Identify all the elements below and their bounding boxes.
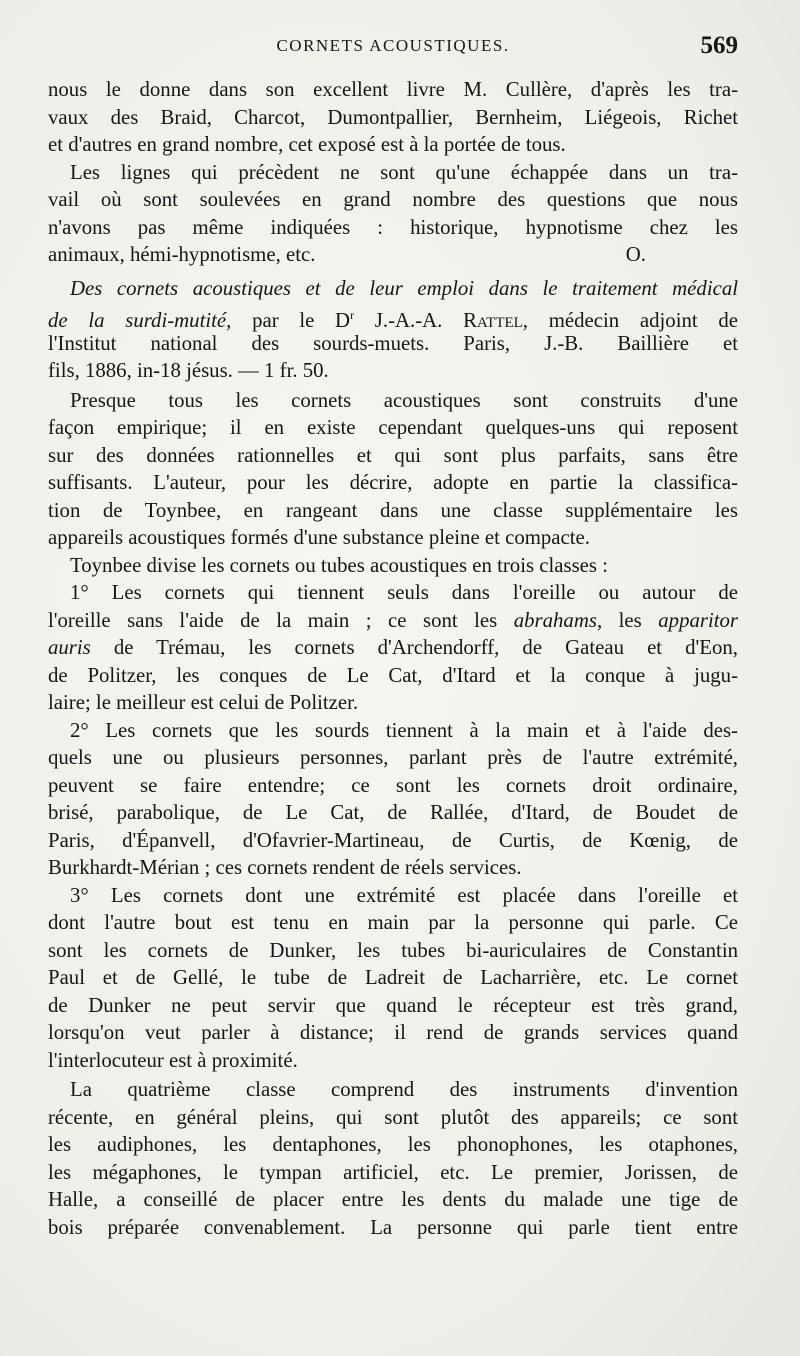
text-line: façon empirique; il en existe cependant quelques-uns qui reposent [48, 416, 738, 439]
text-line: dont l'autre bout est tenu en main par la personne qui parle. Ce [48, 911, 738, 934]
text-line: les audiphones, les dentaphones, les phonophones, les otaphones, [48, 1133, 738, 1156]
author-signature: O. [625, 243, 646, 266]
text-line-signed [48, 241, 738, 269]
text-line: sont les cornets de Dunker, les tubes bi-auriculaires de Constantin [48, 938, 738, 962]
text-line: La quatrième classe comprend des instruments d'invention [70, 1078, 738, 1101]
page-number: 569 [700, 32, 738, 59]
review-title-line: Des cornets acoustiques et de leur emploi dans le traitement médical [70, 276, 738, 300]
text-line: Les lignes qui précèdent ne sont qu'une échappée dans un tra- [70, 160, 738, 184]
text-line: peuvent se faire entendre; ce sont les cornets droit ordinaire, [48, 773, 738, 797]
paragraph-class-two [48, 717, 738, 882]
text-line: auris de Trémau, les cornets d'Archendorff, de Gateau et d'Eon, [48, 636, 738, 659]
text-line: suffisants. L'auteur, pour les décrire, adopte en partie la classifica- [48, 471, 738, 494]
text-line: fils, 1886, in-18 jésus. — 1 fr. 50. [48, 359, 329, 382]
text-line: laire; le meilleur est celui de Politzer. [48, 691, 359, 714]
text-line: de Politzer, les conques de Le Cat, d'Itard et la conque à jugu- [48, 663, 738, 687]
text-line-content: animaux, hémi-hypnotisme, etc. [48, 243, 316, 266]
text-line: 3° Les cornets dont une extrémité est placée dans l'oreille et [70, 883, 738, 907]
text-line: tion de Toynbee, en rangeant dans une classe supplémentaire les [48, 498, 738, 522]
page-body [48, 76, 738, 1241]
text-line: appareils acoustiques formés d'une substance pleine et compacte. [48, 526, 590, 549]
text-line: de Dunker ne peut servir que quand le récepteur est très grand, [48, 993, 738, 1017]
text-line: les mégaphones, le tympan artificiel, etc. Le premier, Jorissen, de [48, 1160, 738, 1184]
text-line: lorsqu'on veut parler à distance; il rend de grands services quand [48, 1021, 738, 1044]
text-line: Paul et de Gellé, le tube de Ladreit de Lacharrière, etc. Le cornet [48, 966, 738, 989]
text-line: l'Institut national des sourds-muets. Paris, J.-B. Baillière et [48, 331, 738, 355]
paragraph-introduction [48, 387, 738, 552]
text-line: l'interlocuteur est à proximité. [48, 1048, 298, 1072]
review-author: Rattel, [463, 308, 529, 332]
text-line: brisé, parabolique, de Le Cat, de Rallée, d'Itard, de Boudet de [48, 801, 738, 824]
text-line: Toynbee divise les cornets ou tubes acoustiques en trois classes : [70, 553, 608, 577]
text-line: l'oreille sans l'aide de la main ; ce sont les abrahams, les apparitor [48, 608, 739, 632]
text-line: récente, en général pleins, qui sont plutôt des appareils; ce sont [48, 1105, 738, 1129]
text-line: Halle, a conseillé de placer entre les dents du malade une tige de [48, 1188, 738, 1211]
text-line: bois préparée convenablement. La personne qui parle tient entre [48, 1215, 738, 1239]
text-line: 2° Les cornets que les sourds tiennent à la main et à l'aide des- [70, 718, 738, 742]
text-line: vaux des Braid, Charcot, Dumontpallier, Bernheim, Liégeois, Richet [48, 105, 738, 129]
paragraph-conclusion [48, 159, 738, 269]
running-title: CORNETS ACOUSTIQUES. [276, 36, 510, 55]
review-citation-line: de la surdi-mutité, par le $D^r$ J.-A.-A. Rattel, médecin adjoint de [48, 308, 738, 332]
page-header [48, 32, 738, 62]
paragraph-class-four [48, 1076, 738, 1241]
text-line: 1° Les cornets qui tiennent seuls dans l'oreille ou autour de [70, 581, 738, 604]
text-line: quels une ou plusieurs personnes, parlant près de l'autre extrémité, [48, 746, 738, 769]
paragraph-class-one [48, 579, 738, 717]
text-line: n'avons pas même indiquées : historique, hypnotisme chez les [48, 215, 738, 239]
text-line: Paris, d'Épanvell, d'Ofavrier-Martineau, de Curtis, de Kœnig, de [48, 828, 738, 852]
paragraph-class-three [48, 882, 738, 1075]
text-line: et d'autres en grand nombre, cet exposé est à la portée de tous. [48, 133, 566, 156]
text-line: Burkhardt-Mérian ; ces cornets rendent de réels services. [48, 856, 522, 879]
text-line: vail où sont soulevées en grand nombre des questions que nous [48, 188, 738, 211]
book-review-heading [48, 275, 738, 385]
paragraph-classes [48, 552, 738, 580]
text-line: nous le donne dans son excellent livre M. Cullère, d'après les tra- [48, 78, 738, 101]
paragraph-continuation [48, 76, 738, 159]
text-line: sur des données rationnelles et qui sont plus parfaits, sans être [48, 443, 738, 467]
text-line: Presque tous les cornets acoustiques sont construits d'une [70, 388, 738, 412]
